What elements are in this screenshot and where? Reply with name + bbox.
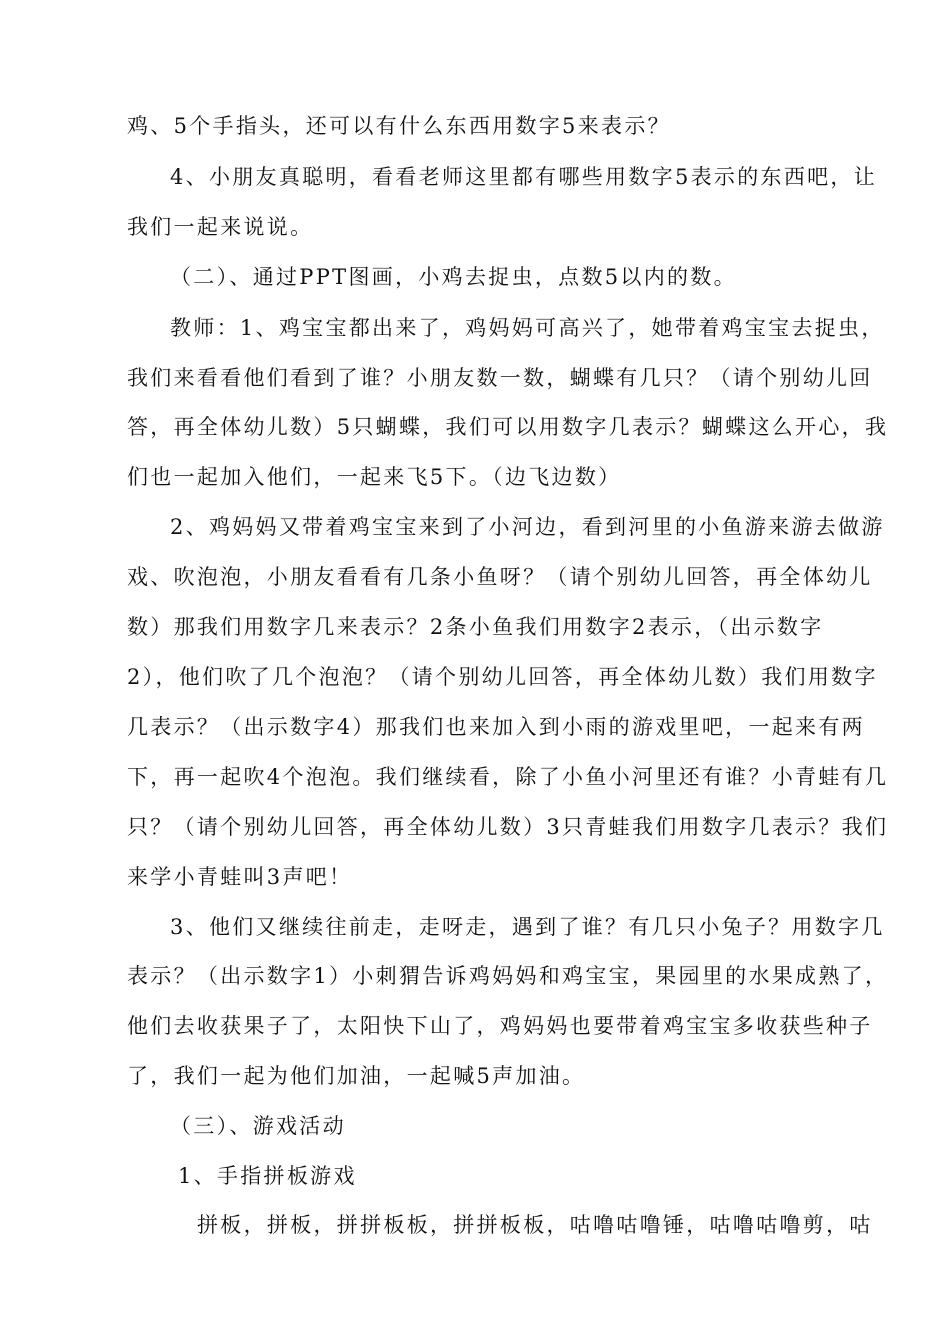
text-line: 表示？（出示数字1）小刺猬告诉鸡妈妈和鸡宝宝，果园里的水果成熟了，	[127, 964, 889, 988]
section-heading: （三）、游戏活动	[170, 1114, 346, 1138]
text-line: 他们去收获果子了，太阳快下山了，鸡妈妈也要带着鸡宝宝多收获些种子	[127, 1014, 873, 1038]
text-line: 拼板，拼板，拼拼板板，拼拼板板，咕噜咕噜锤，咕噜咕噜剪，咕	[197, 1213, 873, 1237]
text-line: 来学小青蛙叫3声吧！	[127, 865, 353, 889]
text-line: 答，再全体幼儿数）5只蝴蝶，我们可以用数字几表示？蝴蝶这么开心，我	[127, 415, 889, 439]
text-line: 2、鸡妈妈又带着鸡宝宝来到了小河边，看到河里的小鱼游来游去做游	[170, 515, 885, 539]
text-line: 教师：1、鸡宝宝都出来了，鸡妈妈可高兴了，她带着鸡宝宝去捉虫，	[170, 316, 885, 340]
text-line: 几表示？（出示数字4）那我们也来加入到小雨的游戏里吧，一起来有两	[127, 715, 865, 739]
section-heading: （二）、通过PPT图画，小鸡去捉虫，点数5以内的数。	[170, 265, 737, 289]
text-line: 戏、吹泡泡，小朋友看看有几条小鱼呀？（请个别幼儿回答，再全体幼儿	[127, 565, 873, 589]
text-line: 4、小朋友真聪明，看看老师这里都有哪些用数字5表示的东西吧，让	[170, 165, 878, 189]
subsection-heading: 1、手指拼板游戏	[178, 1164, 357, 1188]
text-line: 只？（请个别幼儿回答，再全体幼儿数）3只青蛙我们用数字几表示？我们	[127, 815, 889, 839]
text-line: 我们一起来说说。	[127, 215, 314, 239]
text-line: 3、他们又继续往前走，走呀走，遇到了谁？有几只小兔子？用数字几	[170, 915, 885, 939]
text-line: 数）那我们用数字几来表示？2条小鱼我们用数字2表示，（出示数字	[127, 615, 824, 639]
text-line: 我们来看看他们看到了谁？小朋友数一数，蝴蝶有几只？（请个别幼儿回	[127, 366, 873, 390]
text-line: 2），他们吹了几个泡泡？（请个别幼儿回答，再全体幼儿数）我们用数字	[127, 665, 878, 689]
text-line: 下，再一起吹4个泡泡。我们继续看，除了小鱼小河里还有谁？小青蛙有几	[127, 765, 889, 789]
text-line: 们也一起加入他们，一起来飞5下。（边飞边数）	[127, 465, 622, 489]
text-line: 了，我们一起为他们加油，一起喊5声加油。	[127, 1064, 586, 1088]
text-line: 鸡、5个手指头，还可以有什么东西用数字5来表示？	[127, 114, 671, 138]
